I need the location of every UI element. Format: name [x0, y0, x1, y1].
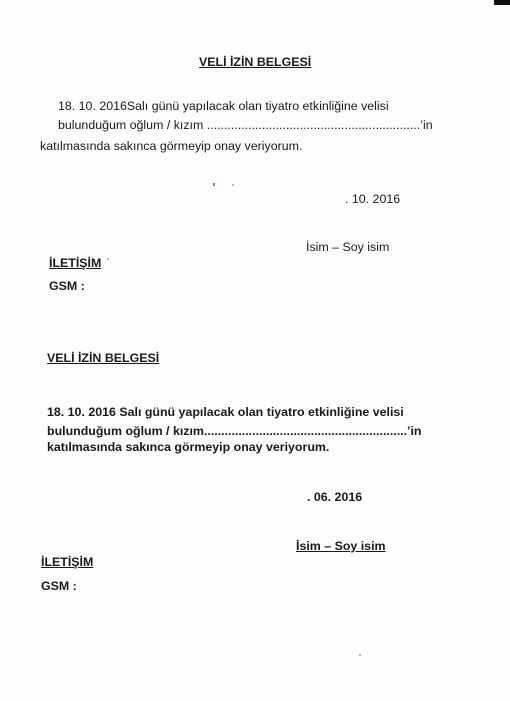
date-field: . 10. 2016 — [345, 192, 401, 206]
form-body-line-3: katılmasında sakınca görmeyip onay veriyorum. — [47, 440, 330, 454]
form-body-line-3: katılmasında sakınca görmeyip onay veriyorum. — [40, 139, 303, 153]
form-title: VELİ İZİN BELGESİ — [199, 55, 312, 69]
scan-speck — [107, 258, 109, 260]
form-body-line-2: bulunduğum oğlum / kızım...........................................................’in — [47, 424, 422, 438]
signature-label: İsim – Soy isim — [306, 240, 390, 254]
contact-heading: İLETİŞİM — [49, 256, 102, 270]
form-body-line-1: 18. 10. 2016 Salı günü yapılacak olan tiyatro etkinliğine velisi — [47, 405, 404, 419]
form-body-line-2: bulunduğum oğlum / kızım ..............................................................’in — [58, 118, 433, 132]
scan-speck — [232, 184, 234, 186]
scan-speck — [213, 183, 215, 186]
gsm-label: GSM : — [49, 279, 85, 293]
form-title: VELİ İZİN BELGESİ — [47, 351, 160, 365]
contact-heading: İLETİŞİM — [41, 555, 94, 569]
scan-corner-mark — [494, 0, 510, 5]
date-field: . 06. 2016 — [307, 490, 363, 504]
scan-speck — [359, 654, 361, 656]
gsm-label: GSM : — [41, 579, 77, 593]
signature-label: İsim – Soy isim — [296, 539, 386, 553]
form-body-line-1: 18. 10. 2016Salı günü yapılacak olan tiyatro etkinliğine velisi — [58, 99, 389, 113]
